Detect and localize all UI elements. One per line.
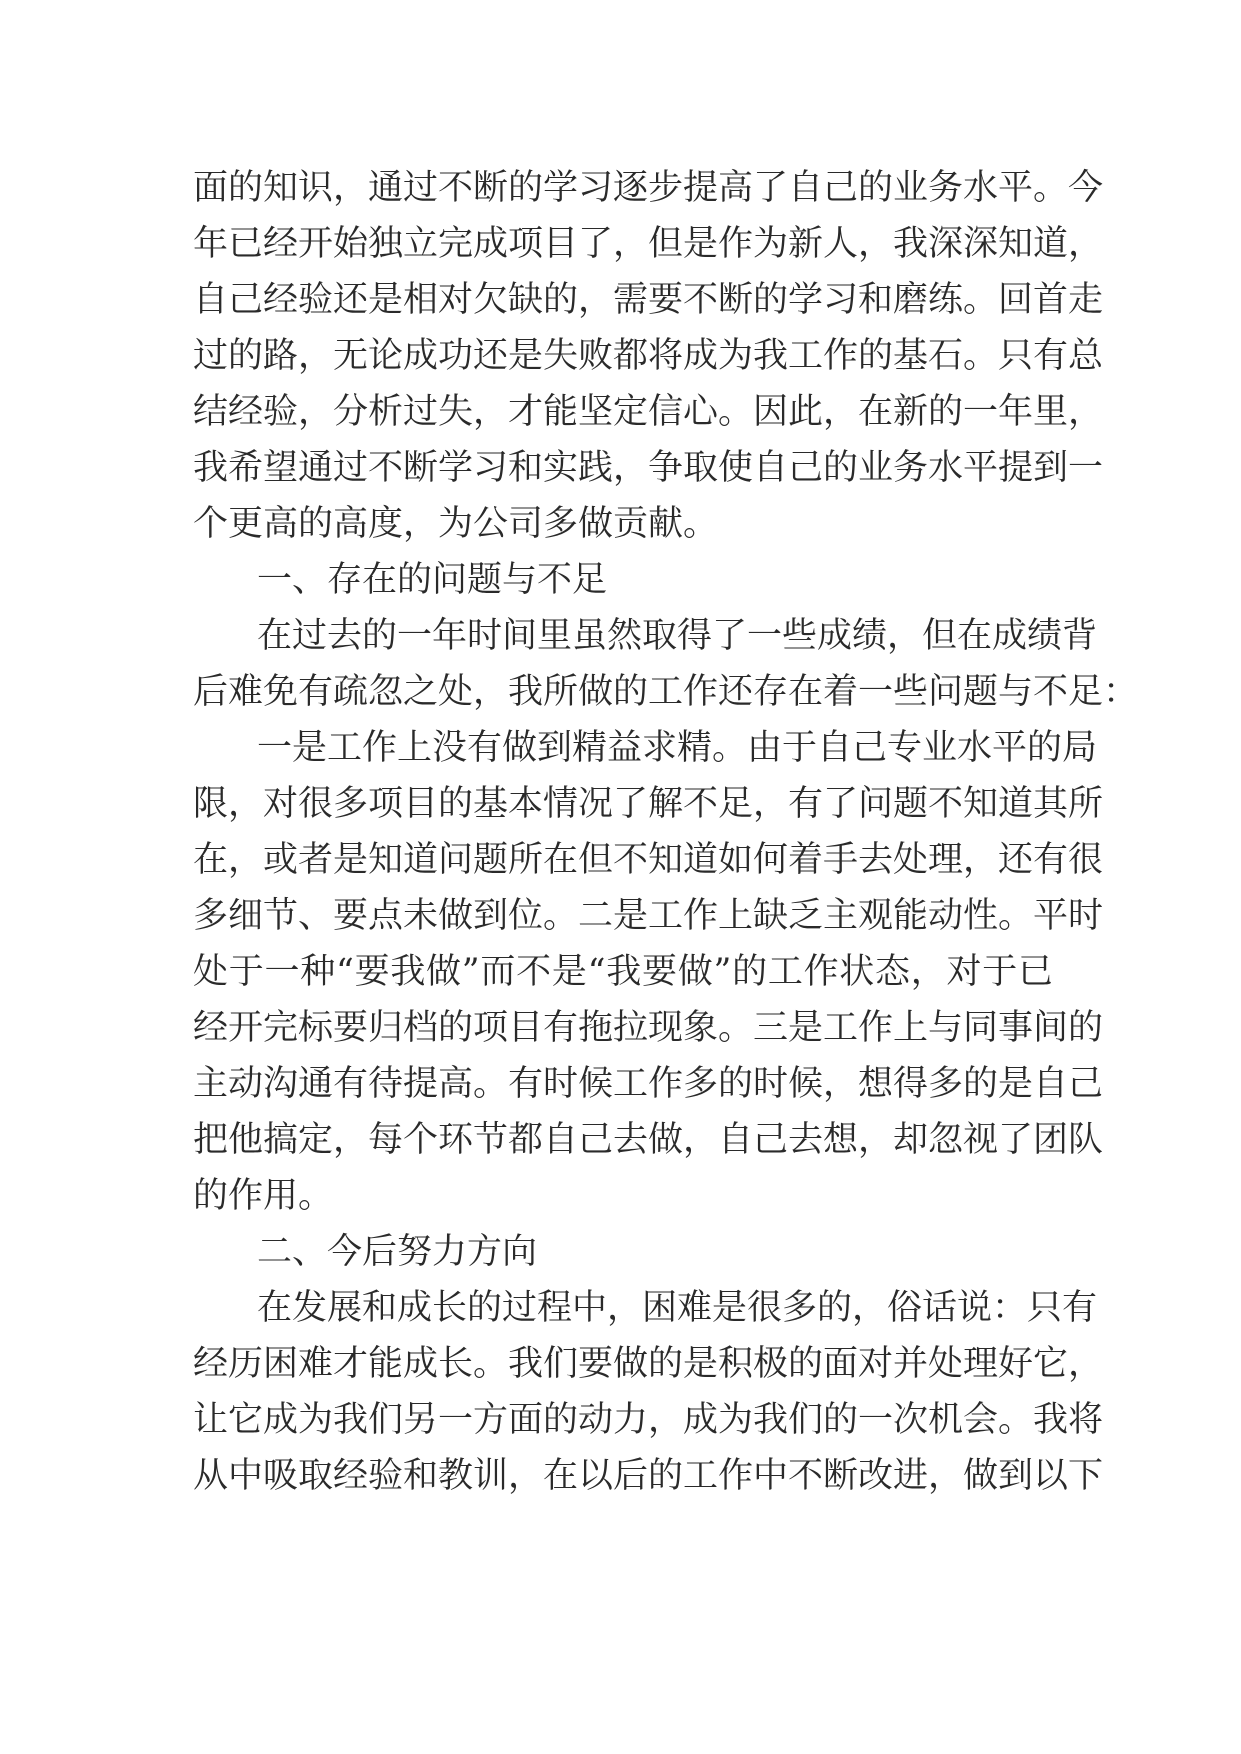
text-line: 从中吸取经验和教训，在以后的工作中不断改进，做到以下 xyxy=(193,1456,1104,1496)
text-line: 在，或者是知道问题所在但不知道如何着手去处理，还有很 xyxy=(193,840,1104,880)
text-line: 面的知识，通过不断的学习逐步提高了自己的业务水平。今 xyxy=(193,168,1104,208)
text-line: 在发展和成长的过程中，困难是很多的，俗话说：只有 xyxy=(257,1288,1098,1328)
body-text xyxy=(193,160,1139,1504)
text-line: 在过去的一年时间里虽然取得了一些成绩，但在成绩背 xyxy=(257,616,1098,656)
section-heading-problems: 一、存在的问题与不足 xyxy=(257,560,608,600)
text-line: 处于一种“要我做”而不是“我要做”的工作状态，对于已 xyxy=(193,952,1053,992)
text-line: 经开完标要归档的项目有拖拉现象。三是工作上与同事间的 xyxy=(193,1008,1104,1048)
text-line: 个更高的高度，为公司多做贡献。 xyxy=(193,504,719,544)
text-line: 过的路，无论成功还是失败都将成为我工作的基石。只有总 xyxy=(193,336,1104,376)
text-line: 让它成为我们另一方面的动力，成为我们的一次机会。我将 xyxy=(193,1400,1104,1440)
text-line: 一是工作上没有做到精益求精。由于自己专业水平的局 xyxy=(257,728,1098,768)
text-line: 后难免有疏忽之处，我所做的工作还存在着一些问题与不足： xyxy=(193,672,1139,712)
text-line: 把他搞定，每个环节都自己去做，自己去想，却忽视了团队 xyxy=(193,1120,1104,1160)
text-line: 多细节、要点未做到位。二是工作上缺乏主观能动性。平时 xyxy=(193,896,1104,936)
text-line: 我希望通过不断学习和实践，争取使自己的业务水平提到一 xyxy=(193,448,1104,488)
section-heading-direction: 二、今后努力方向 xyxy=(257,1232,538,1272)
text-line: 自己经验还是相对欠缺的，需要不断的学习和磨练。回首走 xyxy=(193,280,1104,320)
text-line: 结经验，分析过失，才能坚定信心。因此，在新的一年里， xyxy=(193,392,1104,432)
text-line: 经历困难才能成长。我们要做的是积极的面对并处理好它， xyxy=(193,1344,1104,1384)
text-line: 年已经开始独立完成项目了，但是作为新人，我深深知道， xyxy=(193,224,1104,264)
text-line: 的作用。 xyxy=(193,1176,334,1216)
text-line: 主动沟通有待提高。有时候工作多的时候，想得多的是自己 xyxy=(193,1064,1104,1104)
text-line: 限，对很多项目的基本情况了解不足，有了问题不知道其所 xyxy=(193,784,1104,824)
